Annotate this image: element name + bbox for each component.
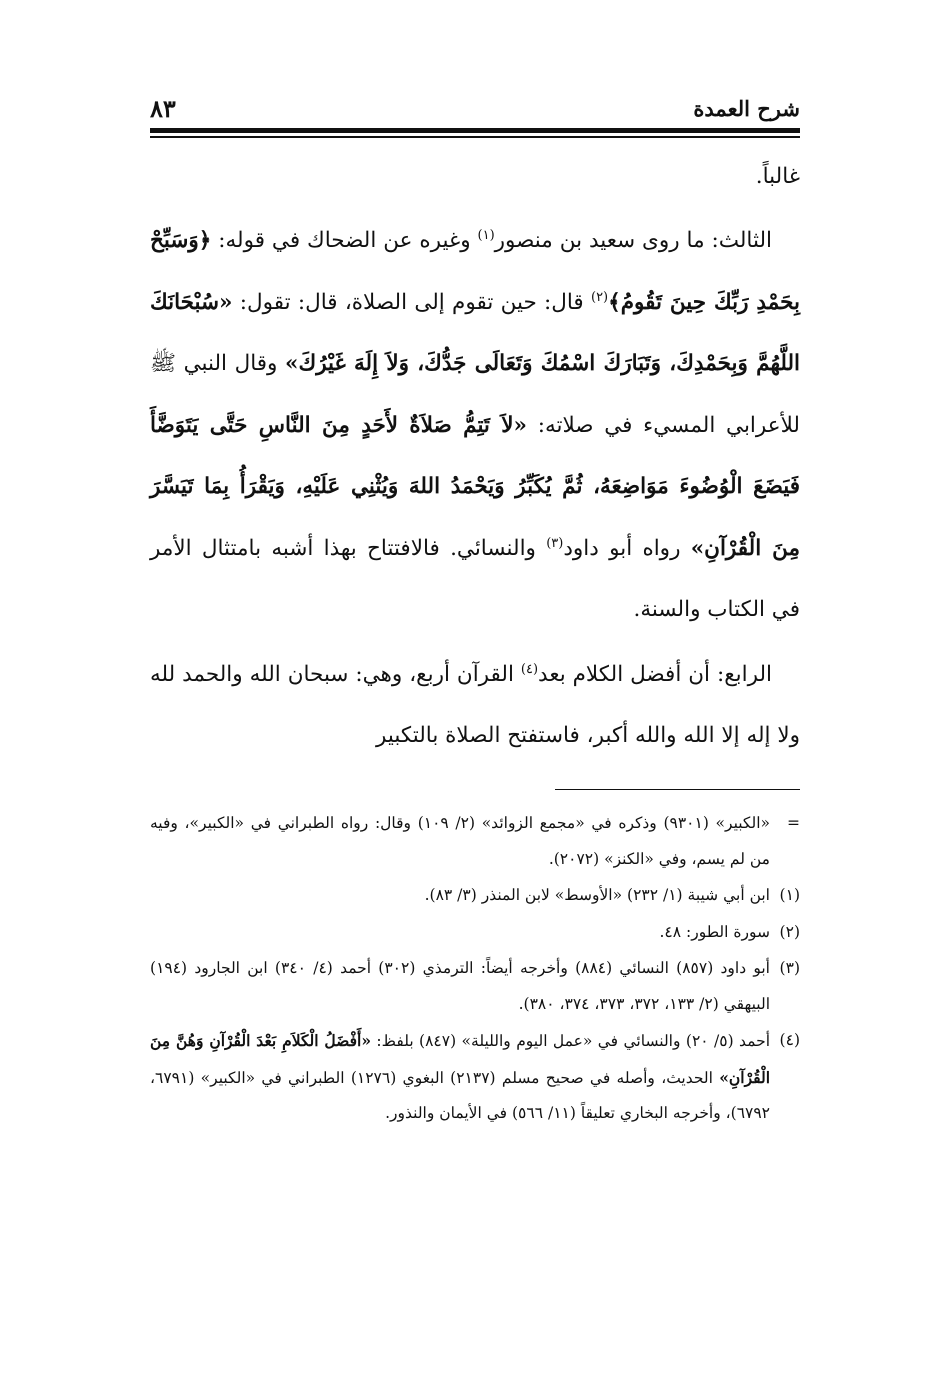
paragraph-2 [150, 210, 800, 641]
footnote-ref-3[interactable]: (٣) [546, 535, 564, 551]
footnote-number: (٣) [779, 959, 800, 977]
paragraph-3 [150, 644, 800, 767]
paragraph-2-text: قال: حين تقوم إلى الصلاة، قال: تقول: [232, 289, 591, 315]
footnote-number: (٢) [779, 922, 800, 941]
footnote-number: (٤) [779, 1031, 800, 1049]
hadith-quote: «أَفْضَلُ الْكَلاَمِ بَعْدَ الْقُرْآنِ وَهُنَّ مِنَ الْقُرْآنِ» [150, 1031, 771, 1087]
footnote-separator [555, 789, 800, 791]
page-number: ٨٣ [150, 94, 176, 123]
paragraph-2-text: رواه أبو داود [563, 535, 691, 561]
footnote-text: أحمد (٥/ ٢٠) والنسائي في «عمل اليوم والليلة» (٨٤٧) بلفظ: [371, 1032, 771, 1050]
footnote-text: سورة الطور: ٤٨. [659, 922, 770, 941]
footnote-text: أبو داود (٨٥٧) النسائي (٨٨٤) وأخرجه أيضاً: الترمذي (٣٠٢) أحمد (٤/ ٣٤٠) ابن الجارود (١٩٤) البيهقي (٢/ ١٣٣، ٣٧٢، ٣٧٣، ٣٧٤، ٣٨٠). [150, 959, 770, 1013]
paragraph-2-text: وقال النبي ﷺ للأعرابي المسيء في صلاته: [150, 351, 800, 438]
footnote-ref-2[interactable]: (٢) [590, 289, 609, 305]
header-rule-thin [150, 136, 800, 138]
running-title: شرح العمدة [693, 96, 800, 121]
main-text [150, 146, 800, 767]
paragraph-1-text: غالباً. [755, 163, 800, 189]
footnote-1 [150, 878, 800, 914]
footnote-4 [150, 1023, 800, 1132]
footnote-3 [150, 951, 800, 1022]
footnote-2 [150, 915, 800, 951]
supplication-quote: «سُبْحَانَكَ اللَّهُمَّ وَبِحَمْدِكَ، وَتَبَارَكَ اسْمُكَ وَتَعَالَى جَدُّكَ، وَلاَ إِلَهَ غَيْرُكَ» [150, 289, 800, 376]
footnote-ref-1[interactable]: (١) [477, 227, 495, 243]
running-header [150, 88, 800, 128]
paragraph-2-text: الثالث: ما روى سعيد بن منصور [494, 228, 772, 253]
book-page [150, 88, 800, 1348]
footnote-ref-4[interactable]: (٤) [520, 661, 539, 677]
paragraph-2-text: والنسائي. فالافتتاح بهذا أشبه بامتثال الأمر في الكتاب والسنة. [150, 535, 800, 622]
paragraph-1 [150, 146, 800, 208]
paragraph-3-text: القرآن أربع، وهي: سبحان الله والحمد لله ولا إله إلا الله والله أكبر، فاستفتح الصلاة بالتكبير [150, 661, 800, 748]
continuation-mark: = [787, 814, 800, 832]
quran-verse: ﴿وَسَبِّحْ بِحَمْدِ رَبِّكَ حِينَ تَقُومُ﴾ [150, 228, 800, 315]
header-rule-thick [150, 128, 800, 133]
footnote-number: (١) [779, 886, 800, 904]
footnote-text: ابن أبي شيبة (١/ ٢٣٢) «الأوسط» لابن المنذر (٣/ ٨٣). [424, 886, 770, 904]
footnote-text: «الكبير» (٩٣٠١) وذكره في «مجمع الزوائد» (٢/ ١٠٩) وقال: رواه الطبراني في «الكبير»، وفيه من لم يسم، وفي «الكنز» (٢٠٧٢). [150, 814, 771, 868]
paragraph-3-text: الرابع: أن أفضل الكلام بعد [538, 661, 772, 687]
paragraph-2-text: وغيره عن الضحاك في قوله: [211, 228, 478, 253]
hadith-quote: «لاَ تَتِمُّ صَلاَةٌ لأَحَدٍ مِنَ النَّاسِ حَتَّى يَتَوَضَّأَ فَيَضَعَ الْوُضُوءَ مَوَاضِعَهُ، ثُمَّ يُكَبِّرُ وَيَحْمَدُ اللهَ وَيُثْنِي عَلَيْهِ، وَيَقْرَأُ بِمَا تَيَسَّرَ مِنَ الْقُرْآنِ» [150, 412, 800, 561]
footnotes [150, 806, 800, 1132]
footnote-text: الحديث، وأصله في صحيح مسلم (٢١٣٧) البغوي (١٢٧٦) الطبراني في «الكبير» (٦٧٩١، ٦٧٩٢)، وأخرجه البخاري تعليقاً (١١/ ٥٦٦) في الأيمان والنذور. [150, 1068, 770, 1122]
footnote-continuation [150, 806, 800, 877]
